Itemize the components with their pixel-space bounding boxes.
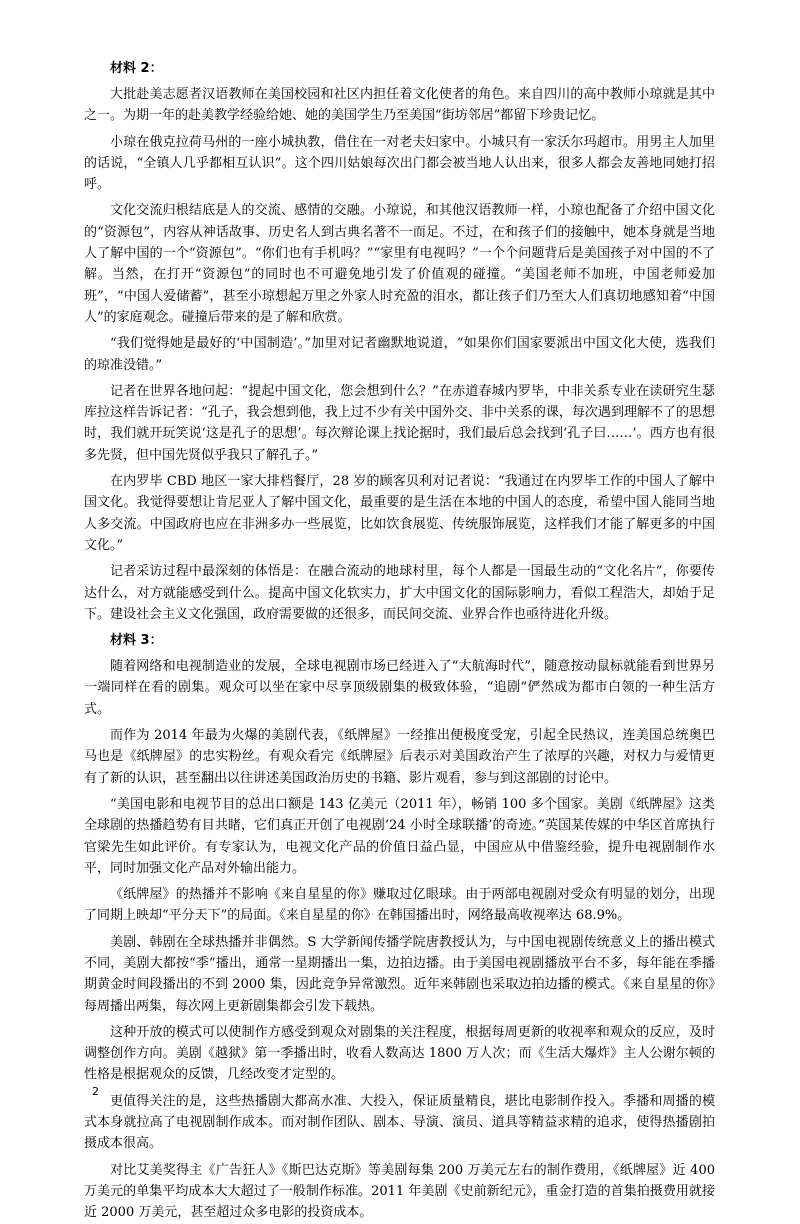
section-2-heading: 材料 2： (110, 61, 163, 76)
section-3-heading: 材料 3： (110, 633, 163, 649)
paragraph: “我们觉得她是最好的‘中国制造’。”加里对记者幽默地说道，“如果你们国家要派出中国文化大使，选我们的琼准没错。” (84, 336, 715, 373)
paragraph: 更值得关注的是，这些热播剧大都高水准、大投入，保证质量精良，堪比电影制作投入。季播和周播的模式本身就拉高了电视剧制作成本。而对制作团队、剧本、导演、演员、道具等精益求精的追求，使得热播剧拍摄成本很高。 (84, 1093, 715, 1152)
text-column (84, 58, 715, 1224)
paragraph: 随着网络和电视制造业的发展，全球电视剧市场已经进入了“大航海时代”，随意按动鼠标就能看到世界另一端同样在看的剧集。观众可以坐在家中尽享顶级剧集的极致体验，“追剧”俨然成为都市白领的一种生活方式。 (84, 659, 715, 717)
page-number: 2 (92, 1085, 99, 1098)
paragraph: “美国电影和电视节目的总出口额是 143 亿美元（2011 年），畅销 100 多个国家。美剧《纸牌屋》这类全球剧的热播趋势有目共睹，它们真正开创了电视剧‘24 小时全球联播’的奇迹。”英国某传媒的中华区首席执行官梁先生如此评价。有专家认为，电视文化产品的价值日益凸显，中国应从中借鉴经验，提升电视剧制作水平，同时加强文化产品对外输出能力。 (84, 796, 715, 876)
paragraph: 这种开放的模式可以使制作方感受到观众对剧集的关注程度，根据每周更新的收视率和观众的反应，及时调整创作方向。美剧《越狱》第一季播出时，收看人数高达 1800 万人次；而《生活大爆炸》主人公谢尔顿的性格是根据观众的反馈，几经改变才定型的。 (84, 1024, 715, 1083)
paragraph: 美剧、韩剧在全球热播并非偶然。S 大学新闻传播学院唐教授认为，与中国电视剧传统意义上的播出模式不同，美剧大都按“季”播出，通常一星期播出一集，边拍边播。由于美国电视剧播放平台不多，每年能在季播期黄金时间段播出的不到 2000 集，因此竞争异常激烈。近年来韩剧也采取边拍边播的模式。《来自星星的你》每周播出两集，每次网上更新剧集都会引发下载热。 (84, 934, 715, 1014)
paragraph: 在内罗毕 CBD 地区一家大排档餐厅，28 岁的顾客贝利对记者说：“我通过在内罗毕工作的中国人了解中国文化。我觉得要想让肯尼亚人了解中国文化，最重要的是生活在本地的中国人的态度，希望中国人能同当地人多交流。中国政府也应在非洲多办一些展览，比如饮食展览、传统服饰展览，这样我们才能了解更多的中国文化。” (84, 474, 715, 553)
paragraph: 记者采访过程中最深刻的体悟是：在融合流动的地球村里，每个人都是一国最生动的“文化名片”，你要传达什么，对方就能感受到什么。提高中国文化软实力，扩大中国文化的国际影响力，看似工程浩大，却始于足下。建设社会主义文化强国，政府需要做的还很多，而民间交流、业界合作也亟待进化升级。 (84, 564, 715, 622)
paragraph: 《纸牌屋》的热播并不影响《来自星星的你》赚取过亿眼球。由于两部电视剧对受众有明显的划分，出现了同期上映却“平分天下”的局面。《来自星星的你》在韩国播出时，网络最高收视率达 68.9%。 (84, 887, 715, 924)
paragraph: 记者在世界各地问起：“提起中国文化，您会想到什么？”在赤道春城内罗毕，中非关系专业在读研究生瑟库拉这样告诉记者：“孔子，我会想到他，我上过不少有关中国外交、非中关系的课，每次遇到理解不了的思想时，我们就开玩笑说‘这是孔子的思想’。每次辩论课上找论据时，我们最后总会找到‘孔子曰……’。西方也有很多先贤，但中国先贤似乎我只了解孔子。” (84, 383, 715, 463)
paragraph: 而作为 2014 年最为火爆的美剧代表，《纸牌屋》一经推出便极度受宠，引起全民热议，连美国总统奥巴马也是《纸牌屋》的忠实粉丝。有观众看完《纸牌屋》后表示对美国政治产生了浓厚的兴趣，对权力与爱情更有了新的认识，甚至翻出以往讲述美国政治历史的书籍、影片观看，参与到这部剧的讨论中。 (84, 728, 715, 786)
paragraph: 小琼在俄克拉荷马州的一座小城执教，借住在一对老夫妇家中。小城只有一家沃尔玛超市。用男主人加里的话说，“全镇人几乎都相互认识”。这个四川姑娘每次出门都会被当地人认出来，很多人都会友善地同她打招呼。 (84, 134, 715, 193)
paragraph: 大批赴美志愿者汉语教师在美国校园和社区内担任着文化使者的角色。来自四川的高中教师小琼就是其中之一。为期一年的赴美教学经验给她、她的美国学生乃至美国“街坊邻居”都留下珍贵记忆。 (84, 87, 715, 124)
paragraph: 对比艾美奖得主《广告狂人》《斯巴达克斯》等美剧每集 200 万美元左右的制作费用，《纸牌屋》近 400 万美元的单集平均成本大大超过了一般制作标准。2011 年美剧《史前新纪元》，重金打造的首集拍摄费用就接近 2000 万美元，甚至超过众多电影的投资成本。 (84, 1162, 715, 1221)
paragraph: 文化交流归根结底是人的交流、感情的交融。小琼说，和其他汉语教师一样，小琼也配备了介绍中国文化的“资源包”，内容从神话故事、历史名人到古典名著不一而足。不过，在和孩子们的接触中，她本身就是当地人了解中国的一个“资源包”。“你们也有手机吗？”“家里有电视吗？”一个个问题背后是美国孩子对中国的不了解。当然，在打开“资源包”的同时也不可避免地引发了价值观的碰撞。“美国老师不加班，中国老师爱加班”，“中国人爱储蓄”，甚至小琼想起万里之外家人时充盈的泪水，都让孩子们乃至大人们真切地感知着“中国人”的家庭观念。碰撞后带来的是了解和欣赏。 (84, 203, 715, 325)
